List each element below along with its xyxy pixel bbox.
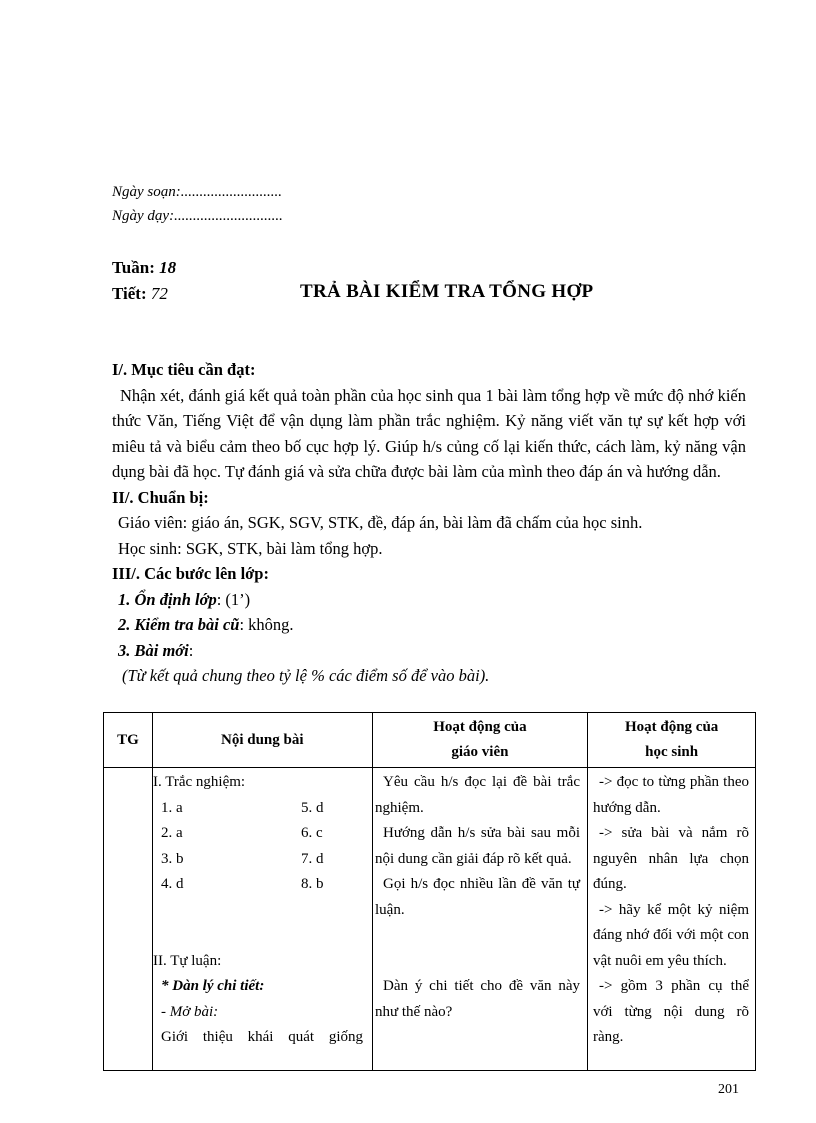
answer-left: 3. b bbox=[161, 850, 184, 867]
mo-bai-heading: - Mở bài: bbox=[161, 1003, 219, 1020]
answer-right: 5. d bbox=[301, 799, 324, 816]
section2-line2: Học sinh: SGK, STK, bài làm tổng hợp. bbox=[118, 538, 383, 558]
tuan-label: Tuần: bbox=[112, 258, 155, 277]
table-header-row bbox=[104, 713, 756, 768]
section2-line1: Giáo viên: giáo án, SGK, SGV, STK, đề, đáp án, bài làm đã chấm của học sinh. bbox=[118, 513, 643, 532]
page-title: TRẢ BÀI KIỂM TRA TỔNG HỢP bbox=[300, 281, 594, 302]
teacher-p1: Yêu cầu h/s đọc lại đề bài trắc nghiệm. bbox=[375, 774, 580, 816]
step2-text: : không. bbox=[239, 615, 294, 634]
step-2 bbox=[112, 612, 746, 638]
answer-left: 2. a bbox=[161, 825, 183, 841]
header-hoc-sinh bbox=[588, 713, 756, 768]
page-number: 201 bbox=[718, 1082, 739, 1097]
lesson-body bbox=[112, 357, 746, 689]
header-noi-dung: Nội dung bài bbox=[152, 713, 372, 768]
answer-row bbox=[153, 821, 363, 847]
header-giao-vien bbox=[372, 713, 588, 768]
step1-label: 1. Ổn định lớp bbox=[118, 589, 217, 609]
gioi-thieu-text: Giới thiệu khái quát giống bbox=[161, 1029, 363, 1045]
header-hs-line2: học sinh bbox=[645, 744, 699, 760]
header-gv-line2: giáo viên bbox=[451, 744, 509, 760]
cell-tg bbox=[104, 768, 153, 1071]
teacher-column bbox=[375, 770, 580, 1025]
header-hs-line1: Hoạt động của bbox=[624, 719, 719, 735]
student-p3: -> hãy kể một kỷ niệm đáng nhớ đối với một con vật nuôi em yêu thích. bbox=[593, 901, 749, 969]
intro-note: (Từ kết quả chung theo tỷ lệ % các điểm số để vào bài). bbox=[122, 666, 490, 685]
student-column bbox=[593, 770, 749, 1051]
section1-paragraph: Nhận xét, đánh giá kết quả toàn phần của học sinh qua 1 bài làm tổng hợp về mức độ nhớ kiến thức Văn, Tiếng Việt để vận dụng làm phần trắc nghiệm. Kỷ năng viết văn tự sự kết hợp với miêu tả và biểu cảm theo bố cục hợp lý. Giúp h/s củng cố lại kiến thức, cách làm, kỷ năng vận dụng bài đã học. Tự đánh giá và sửa chữa được bài làm của mình theo đáp án và hướng dẫn. bbox=[112, 385, 746, 481]
trac-nghiem-heading: I. Trắc nghiệm: bbox=[153, 774, 246, 790]
answer-row bbox=[153, 796, 363, 822]
tuan-value: 18 bbox=[159, 258, 177, 277]
tiet-value: 72 bbox=[150, 284, 168, 303]
date-block bbox=[112, 180, 283, 228]
content-column bbox=[153, 770, 363, 1051]
tiet-line bbox=[112, 283, 168, 305]
step3-text: : bbox=[188, 640, 194, 660]
dan-y-heading: * Dàn lý chi tiết: bbox=[161, 978, 265, 994]
tu-luan-heading: II. Tự luận: bbox=[153, 952, 222, 969]
answer-row bbox=[153, 872, 363, 898]
tuan-line bbox=[112, 257, 176, 279]
step-1 bbox=[112, 587, 746, 613]
answer-right: 6. c bbox=[301, 825, 323, 841]
header-tg: TG bbox=[104, 713, 153, 768]
student-p1: -> đọc to từng phần theo hướng dẫn. bbox=[593, 774, 749, 816]
step1-text: : (1’) bbox=[216, 589, 251, 609]
step2-label: 2. Kiểm tra bài cũ bbox=[118, 615, 240, 634]
answer-list bbox=[153, 796, 363, 898]
answer-right: 7. d bbox=[301, 850, 324, 867]
section1-heading: I/. Mục tiêu cần đạt: bbox=[112, 360, 256, 379]
answer-left: 1. a bbox=[161, 799, 183, 816]
header-gv-line1: Hoạt động của bbox=[433, 719, 527, 735]
student-p4: -> gồm 3 phần cụ thể với từng nội dung rõ ràng. bbox=[593, 978, 749, 1045]
step3-label: 3. Bài mới bbox=[118, 640, 189, 660]
teacher-p4: Dàn ý chi tiết cho đề văn này như thế nào? bbox=[375, 978, 580, 1020]
section3-heading: III/. Các bước lên lớp: bbox=[112, 564, 269, 583]
ngay-day: Ngày dạy:............................. bbox=[112, 208, 283, 224]
answer-row bbox=[153, 847, 363, 873]
step-3 bbox=[112, 638, 746, 664]
teacher-p3: Gọi h/s đọc nhiều lần đề văn tự luận. bbox=[375, 876, 580, 918]
answer-right: 8. b bbox=[301, 876, 324, 892]
teacher-p2: Hướng dẫn h/s sửa bài sau mỗi nội dung cần giải đáp rõ kết quả. bbox=[375, 825, 580, 867]
answer-left: 4. d bbox=[161, 876, 184, 892]
ngay-soan: Ngày soạn:........................... bbox=[112, 184, 282, 200]
tiet-label: Tiết: bbox=[112, 284, 147, 303]
section2-heading: II/. Chuẩn bị: bbox=[112, 487, 209, 507]
student-p2: -> sửa bài và nắm rõ nguyên nhân lựa chọn đúng. bbox=[593, 825, 749, 892]
